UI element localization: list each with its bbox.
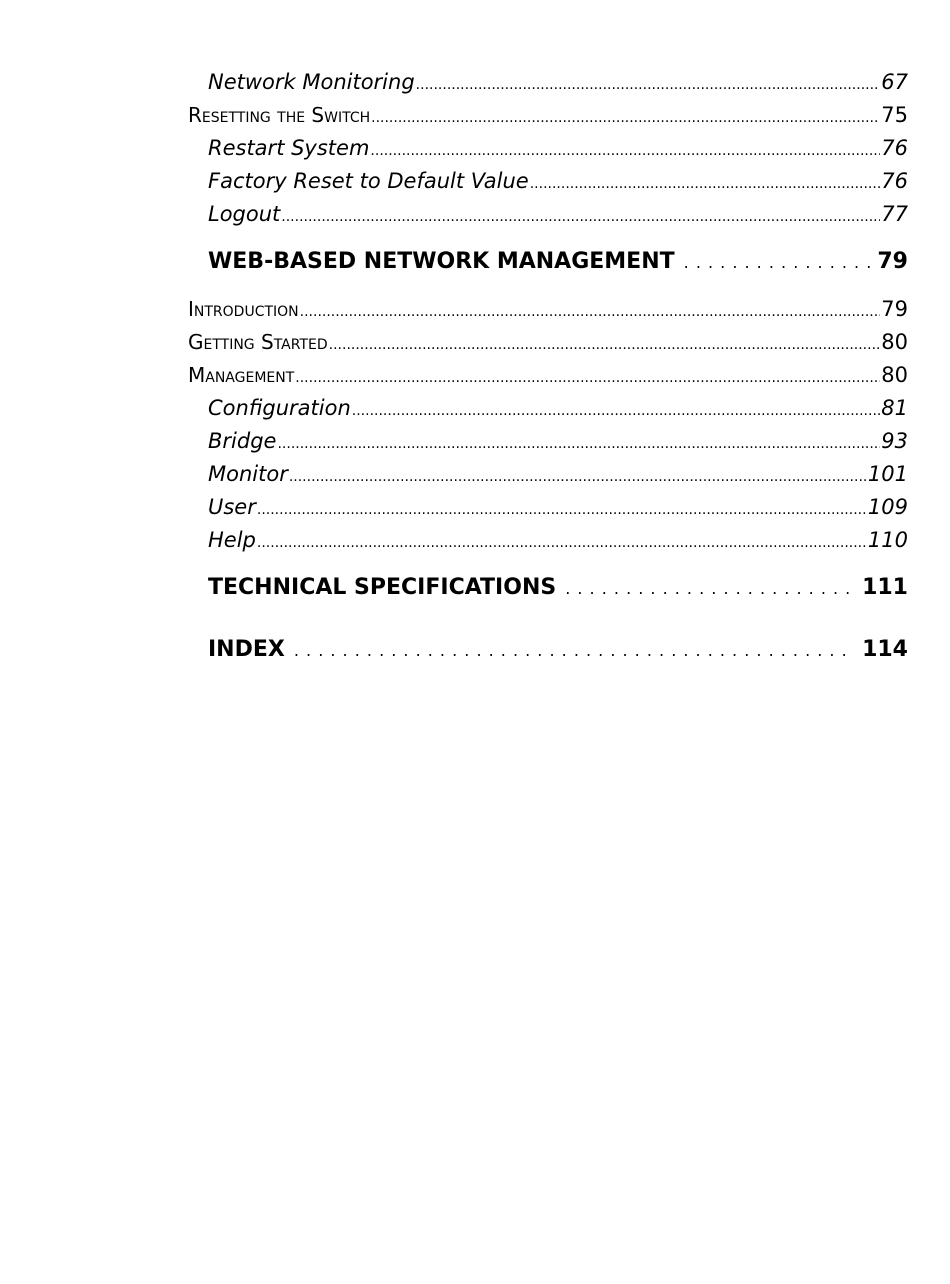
toc-entry-title: User [208, 495, 256, 519]
toc-entry-title: Management [188, 363, 295, 387]
toc-entry-management[interactable] [188, 359, 908, 392]
dot-leader [289, 458, 867, 494]
toc-entry-page: 81 [881, 396, 908, 420]
toc-chapter-title: TECHNICAL SPECIFICATIONS [208, 575, 557, 600]
toc-entry-resetting-the-switch[interactable] [188, 99, 908, 132]
toc-entry-page: 77 [881, 202, 908, 226]
toc-entry-page: 76 [881, 169, 908, 193]
toc-entry-page: 76 [881, 136, 908, 160]
dot-leader [416, 66, 881, 102]
toc-entry-title: Logout [208, 202, 281, 226]
toc-entry-title: Resetting the Switch [188, 103, 371, 127]
toc-entry-page: 80 [881, 363, 908, 387]
toc-entry-introduction[interactable] [188, 293, 908, 326]
dot-leader [329, 326, 881, 362]
toc-entry-page: 101 [867, 462, 908, 486]
toc-entry-page: 110 [867, 528, 908, 552]
toc-entry-title: Factory Reset to Default Value [208, 169, 529, 193]
dot-leader [370, 132, 880, 168]
toc-entry-page: 109 [867, 495, 908, 519]
toc-entry-help[interactable] [188, 524, 908, 557]
toc-chapter-page: 114 [862, 637, 908, 662]
toc-entry-logout[interactable] [188, 198, 908, 231]
toc-entry-title: Network Monitoring [208, 70, 415, 94]
toc-entry-page: 93 [881, 429, 908, 453]
table-of-contents [188, 66, 908, 681]
toc-entry-bridge[interactable] [188, 425, 908, 458]
toc-entry-title: Help [208, 528, 256, 552]
dot-leader [530, 165, 881, 201]
toc-entry-page: 80 [881, 330, 908, 354]
toc-chapter-web-based-network-management[interactable] [188, 231, 908, 293]
dot-leader [277, 425, 880, 461]
toc-entry-title: Introduction [188, 297, 299, 321]
toc-entry-title: Monitor [208, 462, 288, 486]
toc-entry-page: 75 [881, 103, 908, 127]
toc-chapter-index[interactable] [188, 619, 908, 681]
toc-chapter-page: 111 [862, 575, 908, 600]
toc-entry-title: Configuration [208, 396, 351, 420]
dot-leader [371, 99, 880, 135]
dot-leader [565, 557, 855, 620]
toc-entry-configuration[interactable] [188, 392, 908, 425]
dot-leader [294, 619, 855, 682]
toc-entry-monitor[interactable] [188, 458, 908, 491]
dot-leader [295, 359, 880, 395]
toc-chapter-title: INDEX [208, 637, 285, 662]
dot-leader [281, 198, 880, 234]
dot-leader [257, 524, 867, 560]
dot-leader [257, 491, 867, 527]
toc-chapter-page: 79 [877, 249, 908, 274]
toc-entry-page: 67 [881, 70, 908, 94]
toc-entry-restart-system[interactable] [188, 132, 908, 165]
toc-entry-user[interactable] [188, 491, 908, 524]
toc-entry-network-monitoring[interactable] [188, 66, 908, 99]
toc-entry-getting-started[interactable] [188, 326, 908, 359]
dot-leader [684, 231, 871, 294]
toc-entry-title: Getting Started [188, 330, 328, 354]
toc-entry-title: Bridge [208, 429, 277, 453]
toc-chapter-title: WEB-BASED NETWORK MANAGEMENT [208, 249, 675, 274]
toc-entry-page: 79 [881, 297, 908, 321]
dot-leader [300, 293, 881, 329]
toc-chapter-technical-specifications[interactable] [188, 557, 908, 619]
toc-entry-title: Restart System [208, 136, 370, 160]
dot-leader [352, 392, 881, 428]
toc-entry-factory-reset[interactable] [188, 165, 908, 198]
